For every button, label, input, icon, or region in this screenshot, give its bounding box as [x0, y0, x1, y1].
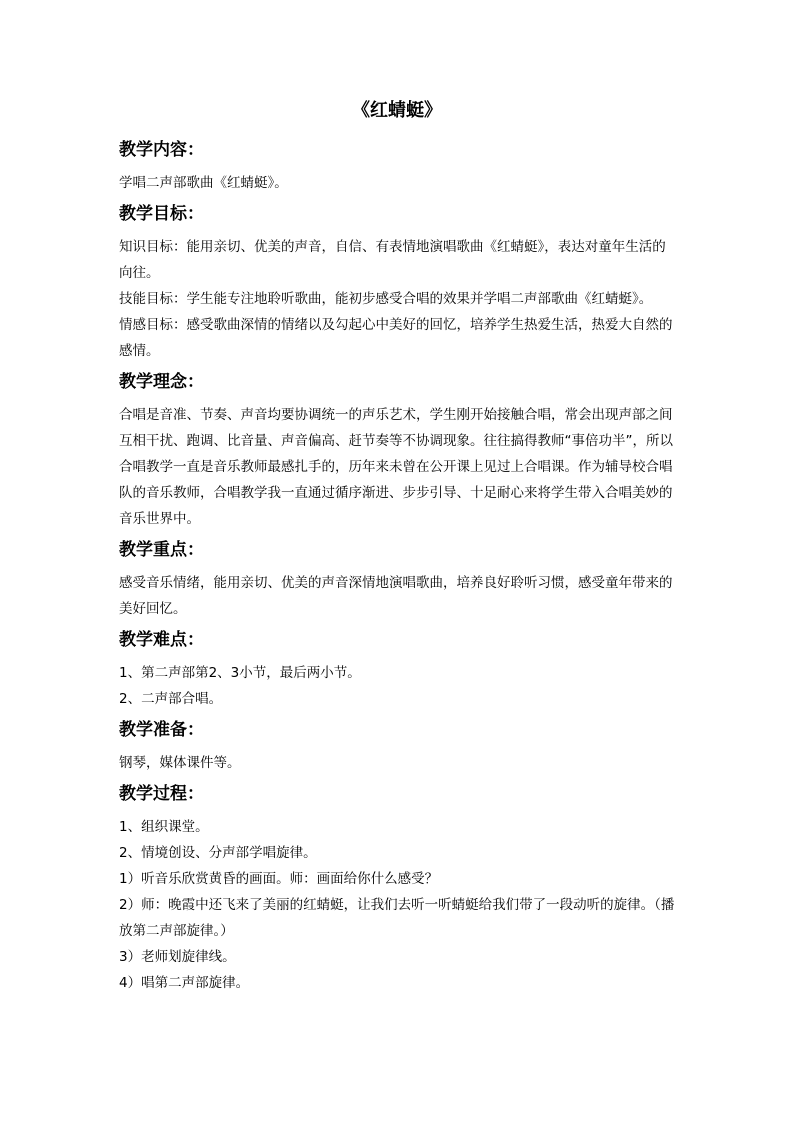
document-body: [119, 136, 679, 996]
section-heading: 教学准备：: [119, 720, 204, 740]
section-difficulties: [119, 626, 679, 712]
list-item: 3）老师划旋律线。: [119, 949, 236, 965]
section-preparation: [119, 716, 679, 776]
section-process: [119, 780, 679, 996]
section-teaching-content: [119, 136, 679, 196]
paragraph: 情感目标：感受歌曲深情的情绪以及勾起心中美好的回忆，培养学生热爱生活，热爱大自然的感情。: [119, 317, 673, 359]
section-teaching-goals: [119, 200, 679, 364]
list-item: 2、二声部合唱。: [119, 691, 223, 707]
section-heading: 教学内容：: [119, 140, 204, 160]
section-teaching-philosophy: [119, 368, 679, 532]
section-key-points: [119, 536, 679, 622]
list-item: 2）师：晚霞中还飞来了美丽的红蜻蜓，让我们去听一听蜻蜓给我们带了一段动听的旋律。（播放第二声部旋律。）: [119, 897, 675, 939]
section-heading: 教学理念：: [119, 372, 204, 392]
paragraph: 学唱二声部歌曲《红蜻蜓》。: [119, 175, 288, 191]
section-heading: 教学目标：: [119, 204, 204, 224]
list-item: 1）听音乐欣赏黄昏的画面。师：画面给你什么感受？: [119, 871, 439, 887]
paragraph: 合唱是音准、节奏、声音均要协调统一的声乐艺术，学生刚开始接触合唱，常会出现声部之间互相干扰、跑调、比音量、声音偏高、赶节奏等不协调现象。往往搞得教师“事倍功半”，所以合唱教学一直是音乐教师最感扎手的，历年来未曾在公开课上见过上合唱课。作为辅导校合唱队的音乐教师，合唱教学我一直通过循序渐进、步步引导、十足耐心来将学生带入合唱美妙的音乐世界中。: [119, 407, 673, 527]
list-item: 1、组织课堂。: [119, 819, 209, 835]
paragraph: 感受音乐情绪，能用亲切、优美的声音深情地演唱歌曲，培养良好聆听习惯，感受童年带来的美好回忆。: [119, 575, 673, 617]
paragraph: 知识目标：能用亲切、优美的声音，自信、有表情地演唱歌曲《红蜻蜓》，表达对童年生活的向往。: [119, 239, 666, 281]
section-heading: 教学难点：: [119, 630, 204, 650]
section-heading: 教学过程：: [119, 784, 204, 804]
document-title: 《红蜻蜓》: [352, 100, 442, 121]
list-item: 4）唱第二声部旋律。: [119, 975, 250, 991]
section-heading: 教学重点：: [119, 540, 204, 560]
paragraph: 技能目标：学生能专注地聆听歌曲，能初步感受合唱的效果并学唱二声部歌曲《红蜻蜓》。: [119, 291, 653, 307]
list-item: 2、情境创设、分声部学唱旋律。: [119, 845, 317, 861]
paragraph: 钢琴，媒体课件等。: [119, 755, 241, 771]
list-item: 1、第二声部第2、3小节，最后两小节。: [119, 665, 361, 681]
